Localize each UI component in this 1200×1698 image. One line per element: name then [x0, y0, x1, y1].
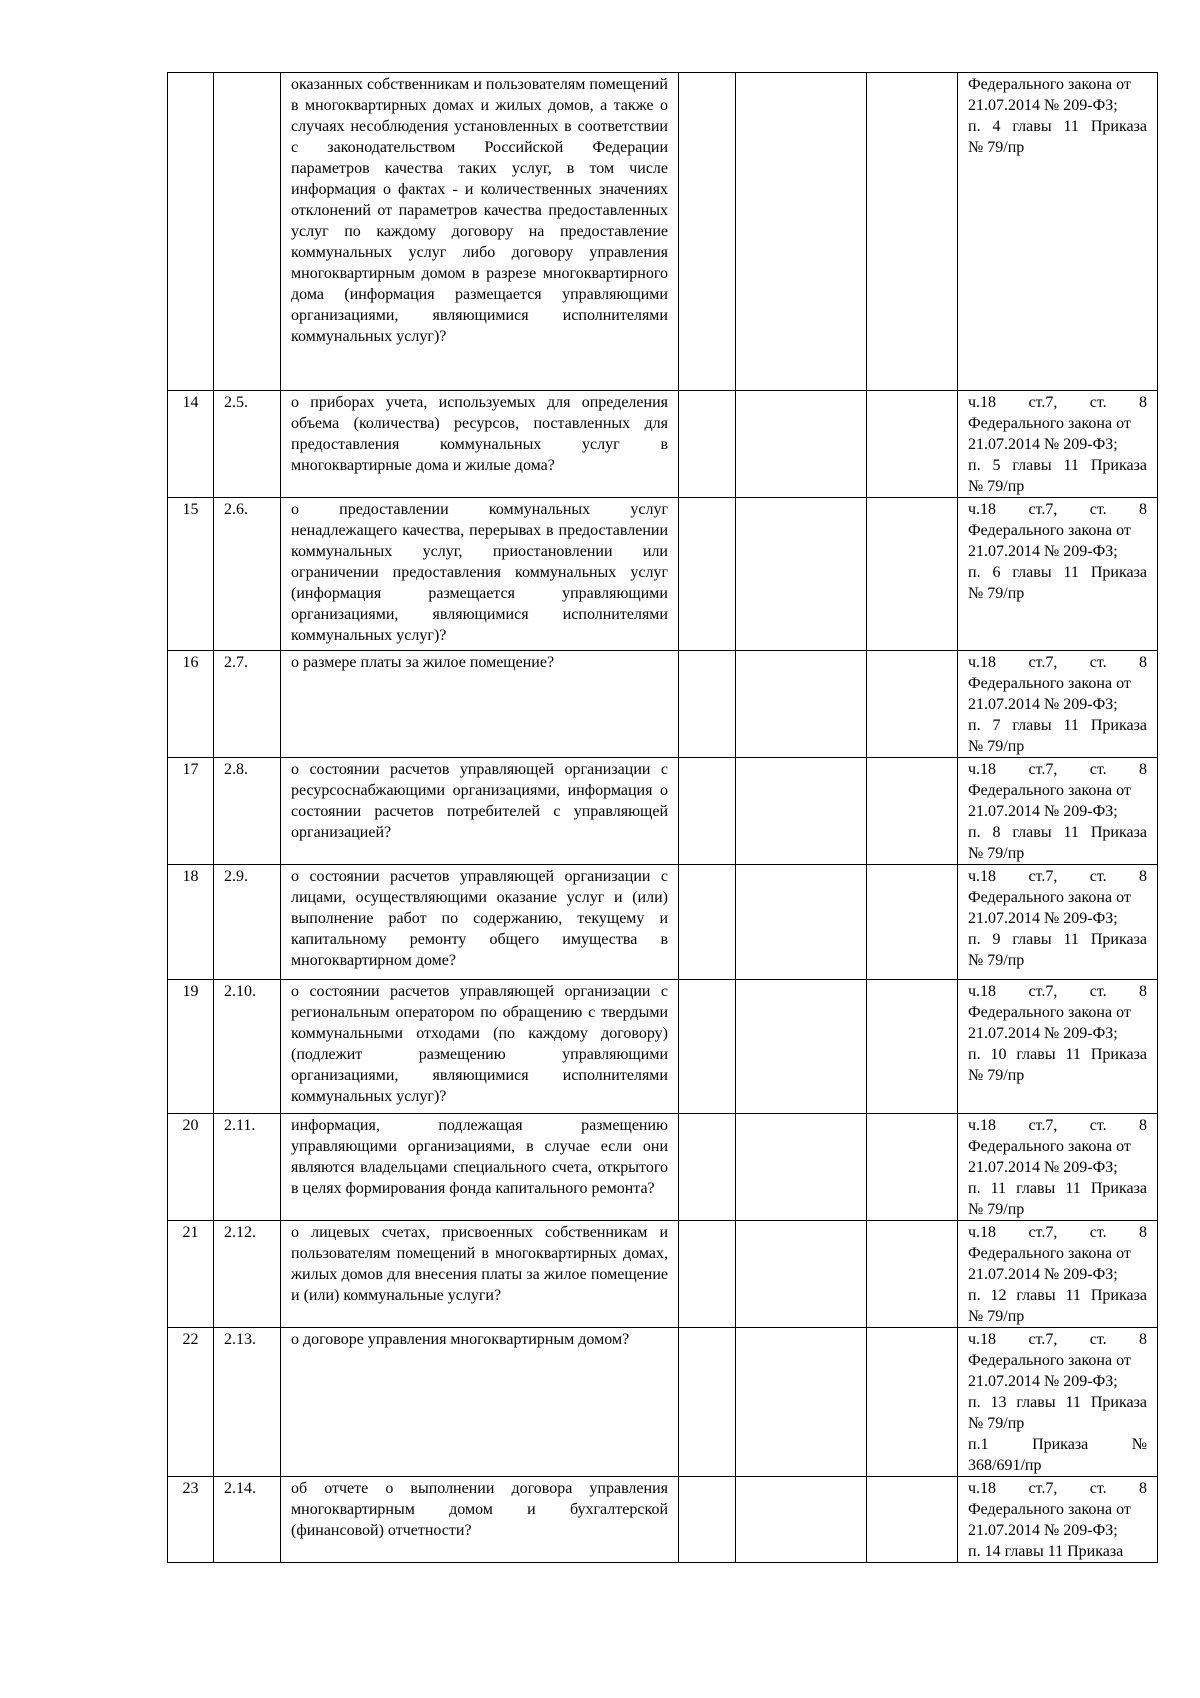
table-row [168, 498, 1158, 651]
legal-reference-line: п. 14 главы 11 Приказа [968, 1543, 1124, 1560]
answer-yes-cell [679, 391, 736, 498]
legal-reference-line: Федерального закона от [968, 1245, 1131, 1262]
legal-reference-line: 21.07.2014 № 209-ФЗ; [968, 1522, 1118, 1539]
answer-na-cell [867, 1221, 958, 1328]
answer-na-cell [867, 980, 958, 1114]
legal-reference [958, 865, 1158, 980]
legal-reference-line: 21.07.2014 № 209-ФЗ; [968, 696, 1118, 713]
legal-reference-line: Федерального закона от [968, 889, 1131, 906]
legal-reference [958, 1328, 1158, 1477]
legal-reference [958, 980, 1158, 1114]
legal-reference [958, 73, 1158, 391]
table-row [168, 651, 1158, 758]
answer-no-cell [736, 980, 867, 1114]
item-number: 2.11. [214, 1114, 281, 1221]
table-row [168, 980, 1158, 1114]
item-number: 2.14. [214, 1477, 281, 1563]
legal-reference-line: 21.07.2014 № 209-ФЗ; [968, 1373, 1118, 1390]
answer-no-cell [736, 1477, 867, 1563]
item-number: 2.10. [214, 980, 281, 1114]
legal-reference-line: п. 10 главы 11 Приказа [968, 1046, 1147, 1063]
legal-reference-line: Федерального закона от [968, 782, 1131, 799]
legal-reference-line: № 79/пр [968, 478, 1025, 495]
answer-na-cell [867, 758, 958, 865]
row-number: 20 [168, 1114, 214, 1221]
item-number: 2.9. [214, 865, 281, 980]
answer-yes-cell [679, 1328, 736, 1477]
legal-reference-line: ч.18 ст.7, ст. 8 [968, 1224, 1147, 1241]
legal-reference-line: 368/691/пр [968, 1457, 1042, 1474]
table-row [168, 758, 1158, 865]
legal-reference [958, 391, 1158, 498]
answer-no-cell [736, 498, 867, 651]
item-number [214, 73, 281, 391]
legal-reference-line: 21.07.2014 № 209-ФЗ; [968, 543, 1118, 560]
legal-reference-line: Федерального закона от [968, 522, 1131, 539]
row-number [168, 73, 214, 391]
question-text: о размере платы за жилое помещение? [281, 651, 679, 758]
legal-reference-line: п. 12 главы 11 Приказа [968, 1287, 1147, 1304]
legal-reference-line: № 79/пр [968, 139, 1025, 156]
item-number: 2.5. [214, 391, 281, 498]
legal-reference-line: № 79/пр [968, 952, 1025, 969]
legal-reference-line: п. 9 главы 11 Приказа [968, 931, 1147, 948]
legal-reference-line: № 79/пр [968, 845, 1025, 862]
legal-reference [958, 651, 1158, 758]
legal-reference [958, 1221, 1158, 1328]
legal-reference-line: п. 6 главы 11 Приказа [968, 564, 1147, 581]
question-text: о состоянии расчетов управляющей организации с ресурсоснабжающими организациями, информация о состоянии расчетов потребителей с управляющей организацией? [281, 758, 679, 865]
answer-no-cell [736, 865, 867, 980]
legal-reference-line: № 79/пр [968, 585, 1025, 602]
legal-reference-line: ч.18 ст.7, ст. 8 [968, 761, 1147, 778]
question-text: о предоставлении коммунальных услуг ненадлежащего качества, перерывах в предоставлении коммунальных услуг, приостановлении или ограничении предоставления коммунальных услуг (информация размещается управляющими организациями, являющимися исполнителями коммунальных услуг)? [281, 498, 679, 651]
legal-reference-line: 21.07.2014 № 209-ФЗ; [968, 97, 1118, 114]
legal-reference-line: п. 4 главы 11 Приказа [968, 118, 1147, 135]
item-number: 2.13. [214, 1328, 281, 1477]
question-text: о приборах учета, используемых для определения объема (количества) ресурсов, поставленных для предоставления коммунальных услуг в многоквартирные дома и жилые дома? [281, 391, 679, 498]
answer-no-cell [736, 651, 867, 758]
row-number: 15 [168, 498, 214, 651]
row-number: 14 [168, 391, 214, 498]
legal-reference-line: ч.18 ст.7, ст. 8 [968, 501, 1147, 518]
row-number: 17 [168, 758, 214, 865]
legal-reference-line: ч.18 ст.7, ст. 8 [968, 654, 1147, 671]
answer-no-cell [736, 1328, 867, 1477]
legal-reference [958, 758, 1158, 865]
row-number: 22 [168, 1328, 214, 1477]
legal-reference-line: Федерального закона от [968, 76, 1131, 93]
legal-reference-line: 21.07.2014 № 209-ФЗ; [968, 910, 1118, 927]
item-number: 2.7. [214, 651, 281, 758]
legal-reference-line: Федерального закона от [968, 1004, 1131, 1021]
table-row [168, 1328, 1158, 1477]
question-text: о состоянии расчетов управляющей организации с региональным оператором по обращению с твердыми коммунальными отходами (по каждому договору) (подлежит размещению управляющими организациями, являющимися исполнителями коммунальных услуг)? [281, 980, 679, 1114]
row-number: 19 [168, 980, 214, 1114]
legal-reference-line: ч.18 ст.7, ст. 8 [968, 394, 1147, 411]
question-text: о лицевых счетах, присвоенных собственникам и пользователям помещений в многоквартирных домах, жилых домов для внесения платы за жилое помещение и (или) коммунальные услуги? [281, 1221, 679, 1328]
answer-yes-cell [679, 73, 736, 391]
answer-na-cell [867, 498, 958, 651]
answer-na-cell [867, 391, 958, 498]
legal-reference-line: Федерального закона от [968, 675, 1131, 692]
table-row [168, 73, 1158, 391]
question-text: о договоре управления многоквартирным домом? [281, 1328, 679, 1477]
legal-reference-line: п. 11 главы 11 Приказа [968, 1180, 1147, 1197]
answer-no-cell [736, 73, 867, 391]
table-row [168, 1221, 1158, 1328]
row-number: 21 [168, 1221, 214, 1328]
answer-yes-cell [679, 980, 736, 1114]
legal-reference-line: ч.18 ст.7, ст. 8 [968, 1117, 1147, 1134]
legal-reference-line: 21.07.2014 № 209-ФЗ; [968, 1266, 1118, 1283]
legal-reference-line: п. 7 главы 11 Приказа [968, 717, 1147, 734]
answer-na-cell [867, 73, 958, 391]
answer-no-cell [736, 758, 867, 865]
answer-no-cell [736, 391, 867, 498]
legal-reference-line: Федерального закона от [968, 1501, 1131, 1518]
legal-reference-line: Федерального закона от [968, 415, 1131, 432]
question-text: об отчете о выполнении договора управления многоквартирным домом и бухгалтерской (финансовой) отчетности? [281, 1477, 679, 1563]
checklist-table [167, 72, 1158, 1563]
legal-reference-line: п. 8 главы 11 Приказа [968, 824, 1147, 841]
answer-no-cell [736, 1221, 867, 1328]
table-row [168, 865, 1158, 980]
answer-yes-cell [679, 1477, 736, 1563]
legal-reference-line: № 79/пр [968, 738, 1025, 755]
answer-na-cell [867, 1328, 958, 1477]
legal-reference-line: ч.18 ст.7, ст. 8 [968, 868, 1147, 885]
answer-na-cell [867, 1477, 958, 1563]
legal-reference [958, 1477, 1158, 1563]
legal-reference-line: 21.07.2014 № 209-ФЗ; [968, 803, 1118, 820]
answer-yes-cell [679, 865, 736, 980]
legal-reference-line: ч.18 ст.7, ст. 8 [968, 1480, 1147, 1497]
answer-no-cell [736, 1114, 867, 1221]
answer-na-cell [867, 1114, 958, 1221]
legal-reference-line: № 79/пр [968, 1067, 1025, 1084]
table-body [168, 73, 1158, 1563]
table-row [168, 391, 1158, 498]
legal-reference-line: № 79/пр [968, 1201, 1025, 1218]
answer-yes-cell [679, 498, 736, 651]
item-number: 2.12. [214, 1221, 281, 1328]
legal-reference-line: № 79/пр [968, 1415, 1025, 1432]
question-text: информация, подлежащая размещению управляющими организациями, в случае если они являются владельцами специального счета, открытого в целях формирования фонда капитального ремонта? [281, 1114, 679, 1221]
table-row [168, 1477, 1158, 1563]
answer-yes-cell [679, 1221, 736, 1328]
table-row [168, 1114, 1158, 1221]
legal-reference-line: ч.18 ст.7, ст. 8 [968, 983, 1147, 1000]
answer-yes-cell [679, 651, 736, 758]
row-number: 18 [168, 865, 214, 980]
answer-yes-cell [679, 758, 736, 865]
legal-reference-line: п.1 Приказа № [968, 1436, 1147, 1453]
row-number: 23 [168, 1477, 214, 1563]
legal-reference-line: Федерального закона от [968, 1352, 1131, 1369]
answer-na-cell [867, 651, 958, 758]
legal-reference-line: 21.07.2014 № 209-ФЗ; [968, 1025, 1118, 1042]
legal-reference-line: п. 13 главы 11 Приказа [968, 1394, 1147, 1411]
answer-na-cell [867, 865, 958, 980]
item-number: 2.6. [214, 498, 281, 651]
question-text: о состоянии расчетов управляющей организации с лицами, осуществляющими оказание услуг и (или) выполнение работ по содержанию, текущему и капитальному ремонту общего имущества в многоквартирном доме? [281, 865, 679, 980]
legal-reference-line: п. 5 главы 11 Приказа [968, 457, 1147, 474]
legal-reference-line: ч.18 ст.7, ст. 8 [968, 1331, 1147, 1348]
legal-reference-line: № 79/пр [968, 1308, 1025, 1325]
answer-yes-cell [679, 1114, 736, 1221]
legal-reference-line: Федерального закона от [968, 1138, 1131, 1155]
question-text: оказанных собственникам и пользователям помещений в многоквартирных домах и жилых домов, а также о случаях несоблюдения установленных в соответствии с законодательством Российской Федерации параметров качества таких услуг, в том числе информация о фактах - и количественных значениях отклонений от параметров качества предоставленных услуг по каждому договору на предоставление коммунальных услуг либо договору управления многоквартирным домом в разрезе многоквартирного дома (информация размещается управляющими организациями, являющимися исполнителями коммунальных услуг)? [281, 73, 679, 391]
row-number: 16 [168, 651, 214, 758]
legal-reference [958, 498, 1158, 651]
legal-reference [958, 1114, 1158, 1221]
item-number: 2.8. [214, 758, 281, 865]
legal-reference-line: 21.07.2014 № 209-ФЗ; [968, 436, 1118, 453]
legal-reference-line: 21.07.2014 № 209-ФЗ; [968, 1159, 1118, 1176]
